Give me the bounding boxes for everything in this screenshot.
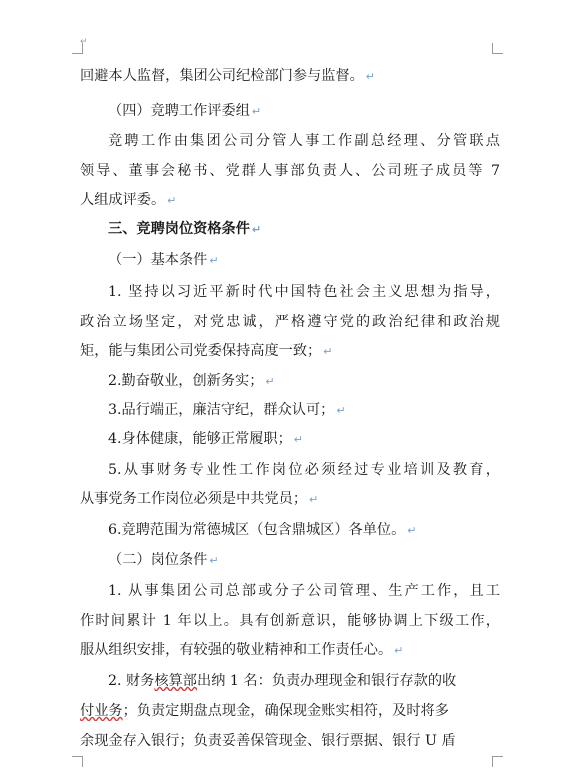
paragraph-mark-icon: ↵ <box>394 644 404 657</box>
underlined-text: 付业务 <box>80 703 123 719</box>
text-line[interactable]: 付业务；负责定期盘点现金，确保现金账实相符，及时将多 <box>80 703 449 719</box>
margin-corner-top-right <box>492 43 503 54</box>
paragraph-mark-icon: ↵ <box>251 223 262 236</box>
paragraph-mark-icon: ↵ <box>209 254 219 267</box>
text-line[interactable]: 回避本人监督，集团公司纪检部门参与监督。 ↵ <box>80 68 375 84</box>
text-line[interactable]: 政治立场坚定，对党忠诚，严格遵守党的政治纪律和政治规 <box>80 314 500 330</box>
margin-corner-bottom-right <box>492 756 503 767</box>
section-heading[interactable]: （一）基本条件 ↵ <box>108 252 219 268</box>
list-item[interactable]: 5.从事财务专业性工作岗位必须经过专业培训及教育， <box>108 462 500 478</box>
text-line[interactable]: 从事党务工作岗位必须是中共党员； ↵ <box>80 491 319 507</box>
margin-corner-bottom-left <box>72 756 83 767</box>
text-line[interactable]: 1. 坚持以习近平新时代中国特色社会主义思想为指导， <box>108 284 500 300</box>
text-line[interactable]: 竞聘工作由集团公司分管人事工作副总经理、分管联点 <box>108 133 500 149</box>
list-item[interactable]: 3.品行端正，廉洁守纪，群众认可； ↵ <box>108 402 346 418</box>
paragraph-mark-icon: ↵ <box>323 345 333 358</box>
text-line[interactable]: 服从组织安排，有较强的敬业精神和工作责任心。 ↵ <box>80 642 404 658</box>
section-heading[interactable]: （四）竞聘工作评委组 ↵ <box>108 103 262 119</box>
text-line[interactable]: 矩，能与集团公司党委保持高度一致； ↵ <box>80 343 333 359</box>
underlined-text: 核算部 <box>154 673 197 689</box>
paragraph-mark-icon: ↵ <box>407 524 417 537</box>
paragraph-mark-icon: ↵ <box>265 375 275 388</box>
text-line[interactable]: 领导、董事会秘书、党群人事部负责人、公司班子成员等 7 <box>80 163 500 179</box>
paragraph-mark-icon: ↵ <box>209 554 219 567</box>
paragraph-mark-icon: ↵ <box>80 37 88 47</box>
text-line[interactable]: 人组成评委。 ↵ <box>80 192 177 208</box>
list-item[interactable]: 2.勤奋敬业，创新务实； ↵ <box>108 373 275 389</box>
paragraph-mark-icon: ↵ <box>365 70 375 83</box>
section-heading[interactable]: （二）岗位条件 ↵ <box>108 552 219 568</box>
paragraph-mark-icon: ↵ <box>293 433 304 446</box>
paragraph-mark-icon: ↵ <box>309 493 319 506</box>
paragraph-mark-icon: ↵ <box>336 404 346 417</box>
text-line[interactable]: 作时间累计 1 年以上。具有创新意识，能够协调上下级工作， <box>80 613 500 629</box>
paragraph-mark-icon: ↵ <box>167 194 177 207</box>
chapter-heading[interactable]: 三、竞聘岗位资格条件 ↵ <box>108 221 262 237</box>
list-item[interactable]: 4.身体健康，能够正常履职； ↵ <box>108 431 304 447</box>
text-line[interactable]: 余现金存入银行；负责妥善保管现金、银行票据、银行 U 盾 <box>80 733 456 749</box>
paragraph-mark-icon: ↵ <box>251 105 262 118</box>
text-line[interactable]: 1. 从事集团公司总部或分子公司管理、生产工作，且工 <box>108 583 500 599</box>
list-item[interactable]: 6.竞聘范围为常德城区（包含鼎城区）各单位。 ↵ <box>108 522 417 538</box>
text-line[interactable]: 2. 财务核算部出纳 1 名：负责办理现金和银行存款的收 <box>108 673 457 689</box>
